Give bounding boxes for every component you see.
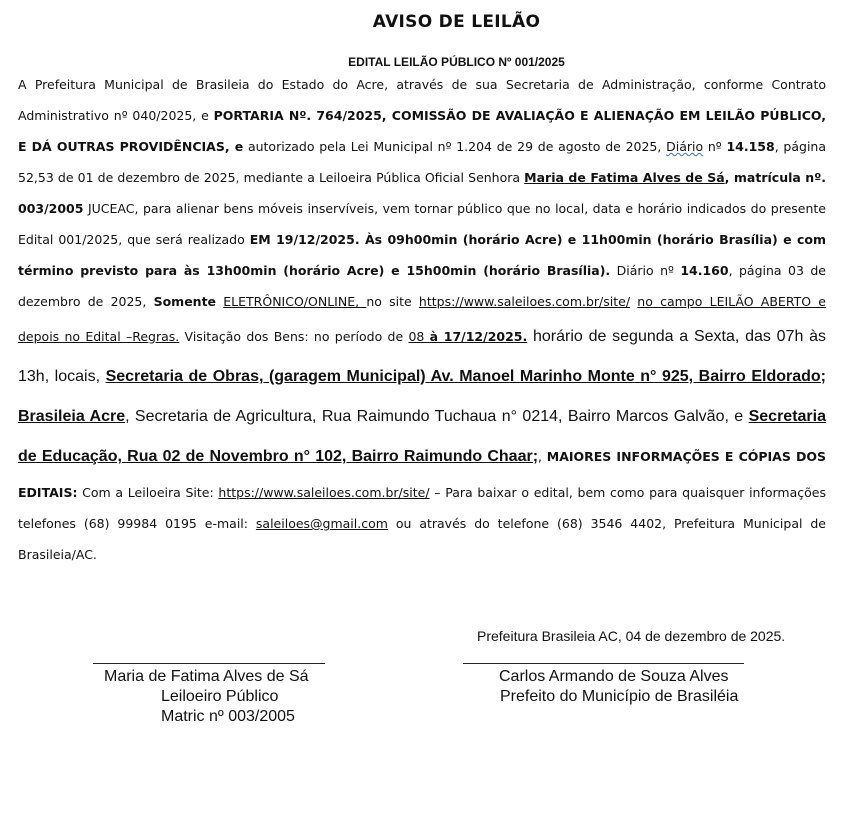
body-text: Diário <box>666 139 704 154</box>
portaria-bold: PORTARIA Nº. 764/2025, COMISSÃO DE AVALIAÇÃO E ALIENAÇÃO EM LEILÃO PÚBLICO, E DÁ OUTRAS PROVIDÊNCIAS, e <box>18 108 826 154</box>
site-link[interactable]: https://www.saleiloes.com.br/site/ <box>418 294 631 309</box>
site-link[interactable]: https://www.saleiloes.com.br/site/ <box>218 485 430 500</box>
body-text: Diário nº <box>610 263 681 278</box>
document-title: AVISO DE LEILÃO <box>372 12 541 32</box>
body-text: , <box>538 449 547 464</box>
info-heading: MAIORES INFORMAÇÕES E CÓPIAS DOS EDITAIS: <box>18 449 826 500</box>
signer-name: Carlos Armando de Souza Alves <box>499 668 729 685</box>
signature-line-left <box>93 663 325 664</box>
body-text: no site <box>366 294 419 309</box>
body-text: – Para baixar o edital, bem como para quaisquer informações telefones (68) 99984 0195 e-mail: <box>18 485 826 531</box>
place-date: Prefeitura Brasileia AC, 04 de dezembro de 2025. <box>477 628 786 644</box>
visit-period-start: 08 <box>408 329 430 344</box>
signer-registration: Matric nº 003/2005 <box>161 708 295 725</box>
diario-number-bold: 14.160 <box>680 263 729 278</box>
signature-right <box>499 667 738 707</box>
visit-hours: horário de segunda a Sexta, das 07h às 13h, locais, <box>18 328 827 385</box>
signer-name: Maria de Fatima Alves de Sá <box>104 668 309 685</box>
body-text: ou através do telefone (68) 3546 4402, Prefeitura Municipal de Brasileia/AC. <box>18 516 826 562</box>
body-text: Visitação dos Bens: no período de <box>179 329 409 344</box>
location-educacao: Secretaria de Educação, Rua 02 de Novembro n° 102, Bairro Raimundo Chaar; <box>18 408 826 465</box>
visit-period-end: à 17/12/2025. <box>429 329 528 344</box>
signature-line-right <box>463 663 744 664</box>
location-agricultura: , Secretaria de Agricultura, Rua Raimundo Tuchaua n° 0214, Bairro Marcos Galvão, e <box>125 408 749 425</box>
body-text: A Prefeitura Municipal de Brasileia do Estado do Acre, através de sua Secretaria de Administração, conforme Contrato Administrativo nº 040/2025, e <box>18 77 826 123</box>
body-text: , página 03 de dezembro de 2025, <box>18 263 826 309</box>
body-text: mediante a Leiloeira Pública Oficial Senhora <box>239 170 525 185</box>
location-obras: Secretaria de Obras, (garagem Municipal) Av. Manoel Marinho Monte n° 925, Bairro Eldorado; Brasileia Acre <box>18 368 826 425</box>
diario-number-bold: 14.158 <box>726 139 775 154</box>
signer-role: Prefeito do Município de Brasiléia <box>500 688 739 705</box>
signature-left <box>104 667 309 727</box>
body-text: autorizado pela Lei Municipal nº 1.204 de 29 de agosto de 2025, <box>243 139 667 154</box>
edital-subtitle: EDITAL LEILÃO PÚBLICO Nº 001/2025 <box>348 55 565 69</box>
body-text: Com a Leiloeira Site: <box>77 485 219 500</box>
site-instructions: no campo LEILÃO ABERTO e depois no Edital –Regras. <box>18 294 826 344</box>
online-mode: ELETRÔNICO/ONLINE, <box>223 294 367 309</box>
signer-role: Leiloeiro Público <box>161 688 279 705</box>
body-text: JUCEAC, para alienar bens móveis inservíveis, vem tornar público que no local, data e horário indicados do presente Edital 001/2025, que será realizado <box>18 201 826 247</box>
somente-bold: Somente <box>153 294 217 309</box>
auctioneer-registration: , matrícula nº. 003/2005 <box>18 170 826 216</box>
body-text: nº <box>703 139 727 154</box>
body-text: , <box>235 170 240 185</box>
body-text: , página 52,53 de 01 de dezembro de 2025 <box>18 139 827 185</box>
auctioneer-name: Maria de Fatima Alves de Sá <box>524 170 725 185</box>
notice-body <box>18 69 826 570</box>
email-link[interactable]: saleiloes@gmail.com <box>255 516 388 531</box>
auction-date-bold: EM 19/12/2025. Às 09h00min (horário Acre) e 11h00min (horário Brasília) e com término previsto para às 13h00min (horário Acre) e 15h00min (horário Brasília). <box>18 232 827 278</box>
